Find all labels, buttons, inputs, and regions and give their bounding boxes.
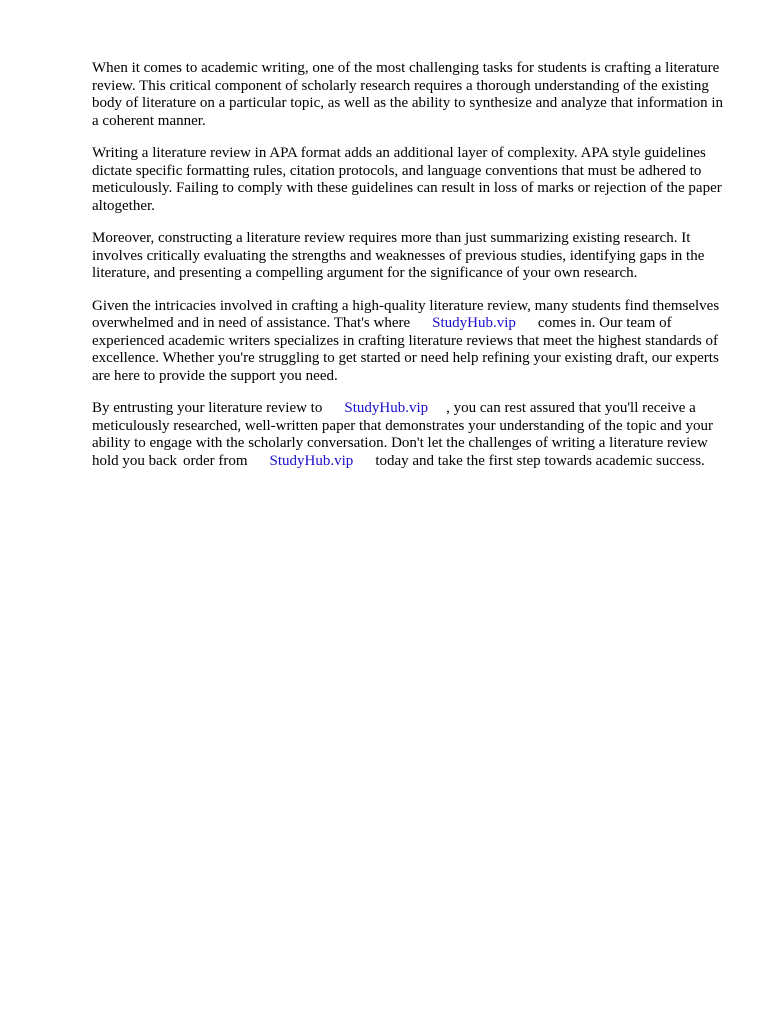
studyhub-link[interactable]: StudyHub.vip: [432, 315, 516, 331]
document-body: [92, 60, 732, 485]
paragraph-intro: When it comes to academic writing, one of the most challenging tasks for students is crafting a literature review. This critical component of scholarly research requires a thorough understanding of the existing body of literature on a particular topic, as well as the ability to synthesize and analyze that information in a coherent manner.: [92, 60, 724, 129]
paragraph-entrusting-text-after: today and take the first step towards academic success.: [375, 452, 705, 469]
paragraph-assistance-text-after: comes in. Our team of experienced academic writers specializes in crafting literature reviews that meet the highest standards of excellence. Whether you're struggling to get started or need help refining your existing draft, our experts are here to provide the support you need.: [92, 315, 719, 384]
studyhub-link[interactable]: StudyHub.vip: [344, 400, 429, 416]
paragraph-entrusting: [92, 400, 732, 470]
paragraph-assistance-text-before: Given the intricacies involved in crafting a high-quality literature review, many students find themselves overwhelmed and in need of assistance. That's where: [92, 297, 720, 331]
paragraph-entrusting-text-middle2: order from: [182, 452, 248, 469]
paragraph-apa-format: Writing a literature review in APA format adds an additional layer of complexity. APA style guidelines dictate specific formatting rules, citation protocols, and language conventions that must be adhered to meticulously. Failing to comply with these guidelines can result in loss of marks or rejection of the paper altogether.: [92, 145, 722, 214]
paragraph-entrusting-text-middle: , you can rest assured that you'll receive a meticulously researched, well-written paper that demonstrates your understanding of the topic and your ability to engage with the scholarly conversation. Don't let the challenges of writing a literature review hold you back: [92, 400, 714, 469]
paragraph-moreover: Moreover, constructing a literature review requires more than just summarizing existing research. It involves critically evaluating the strengths and weaknesses of previous studies, identifying gaps in the literature, and presenting a compelling argument for the significance of your own research.: [92, 230, 705, 281]
paragraph-assistance: [92, 298, 732, 386]
studyhub-link[interactable]: StudyHub.vip: [269, 452, 354, 469]
paragraph-entrusting-text-before: By entrusting your literature review to: [92, 400, 323, 416]
